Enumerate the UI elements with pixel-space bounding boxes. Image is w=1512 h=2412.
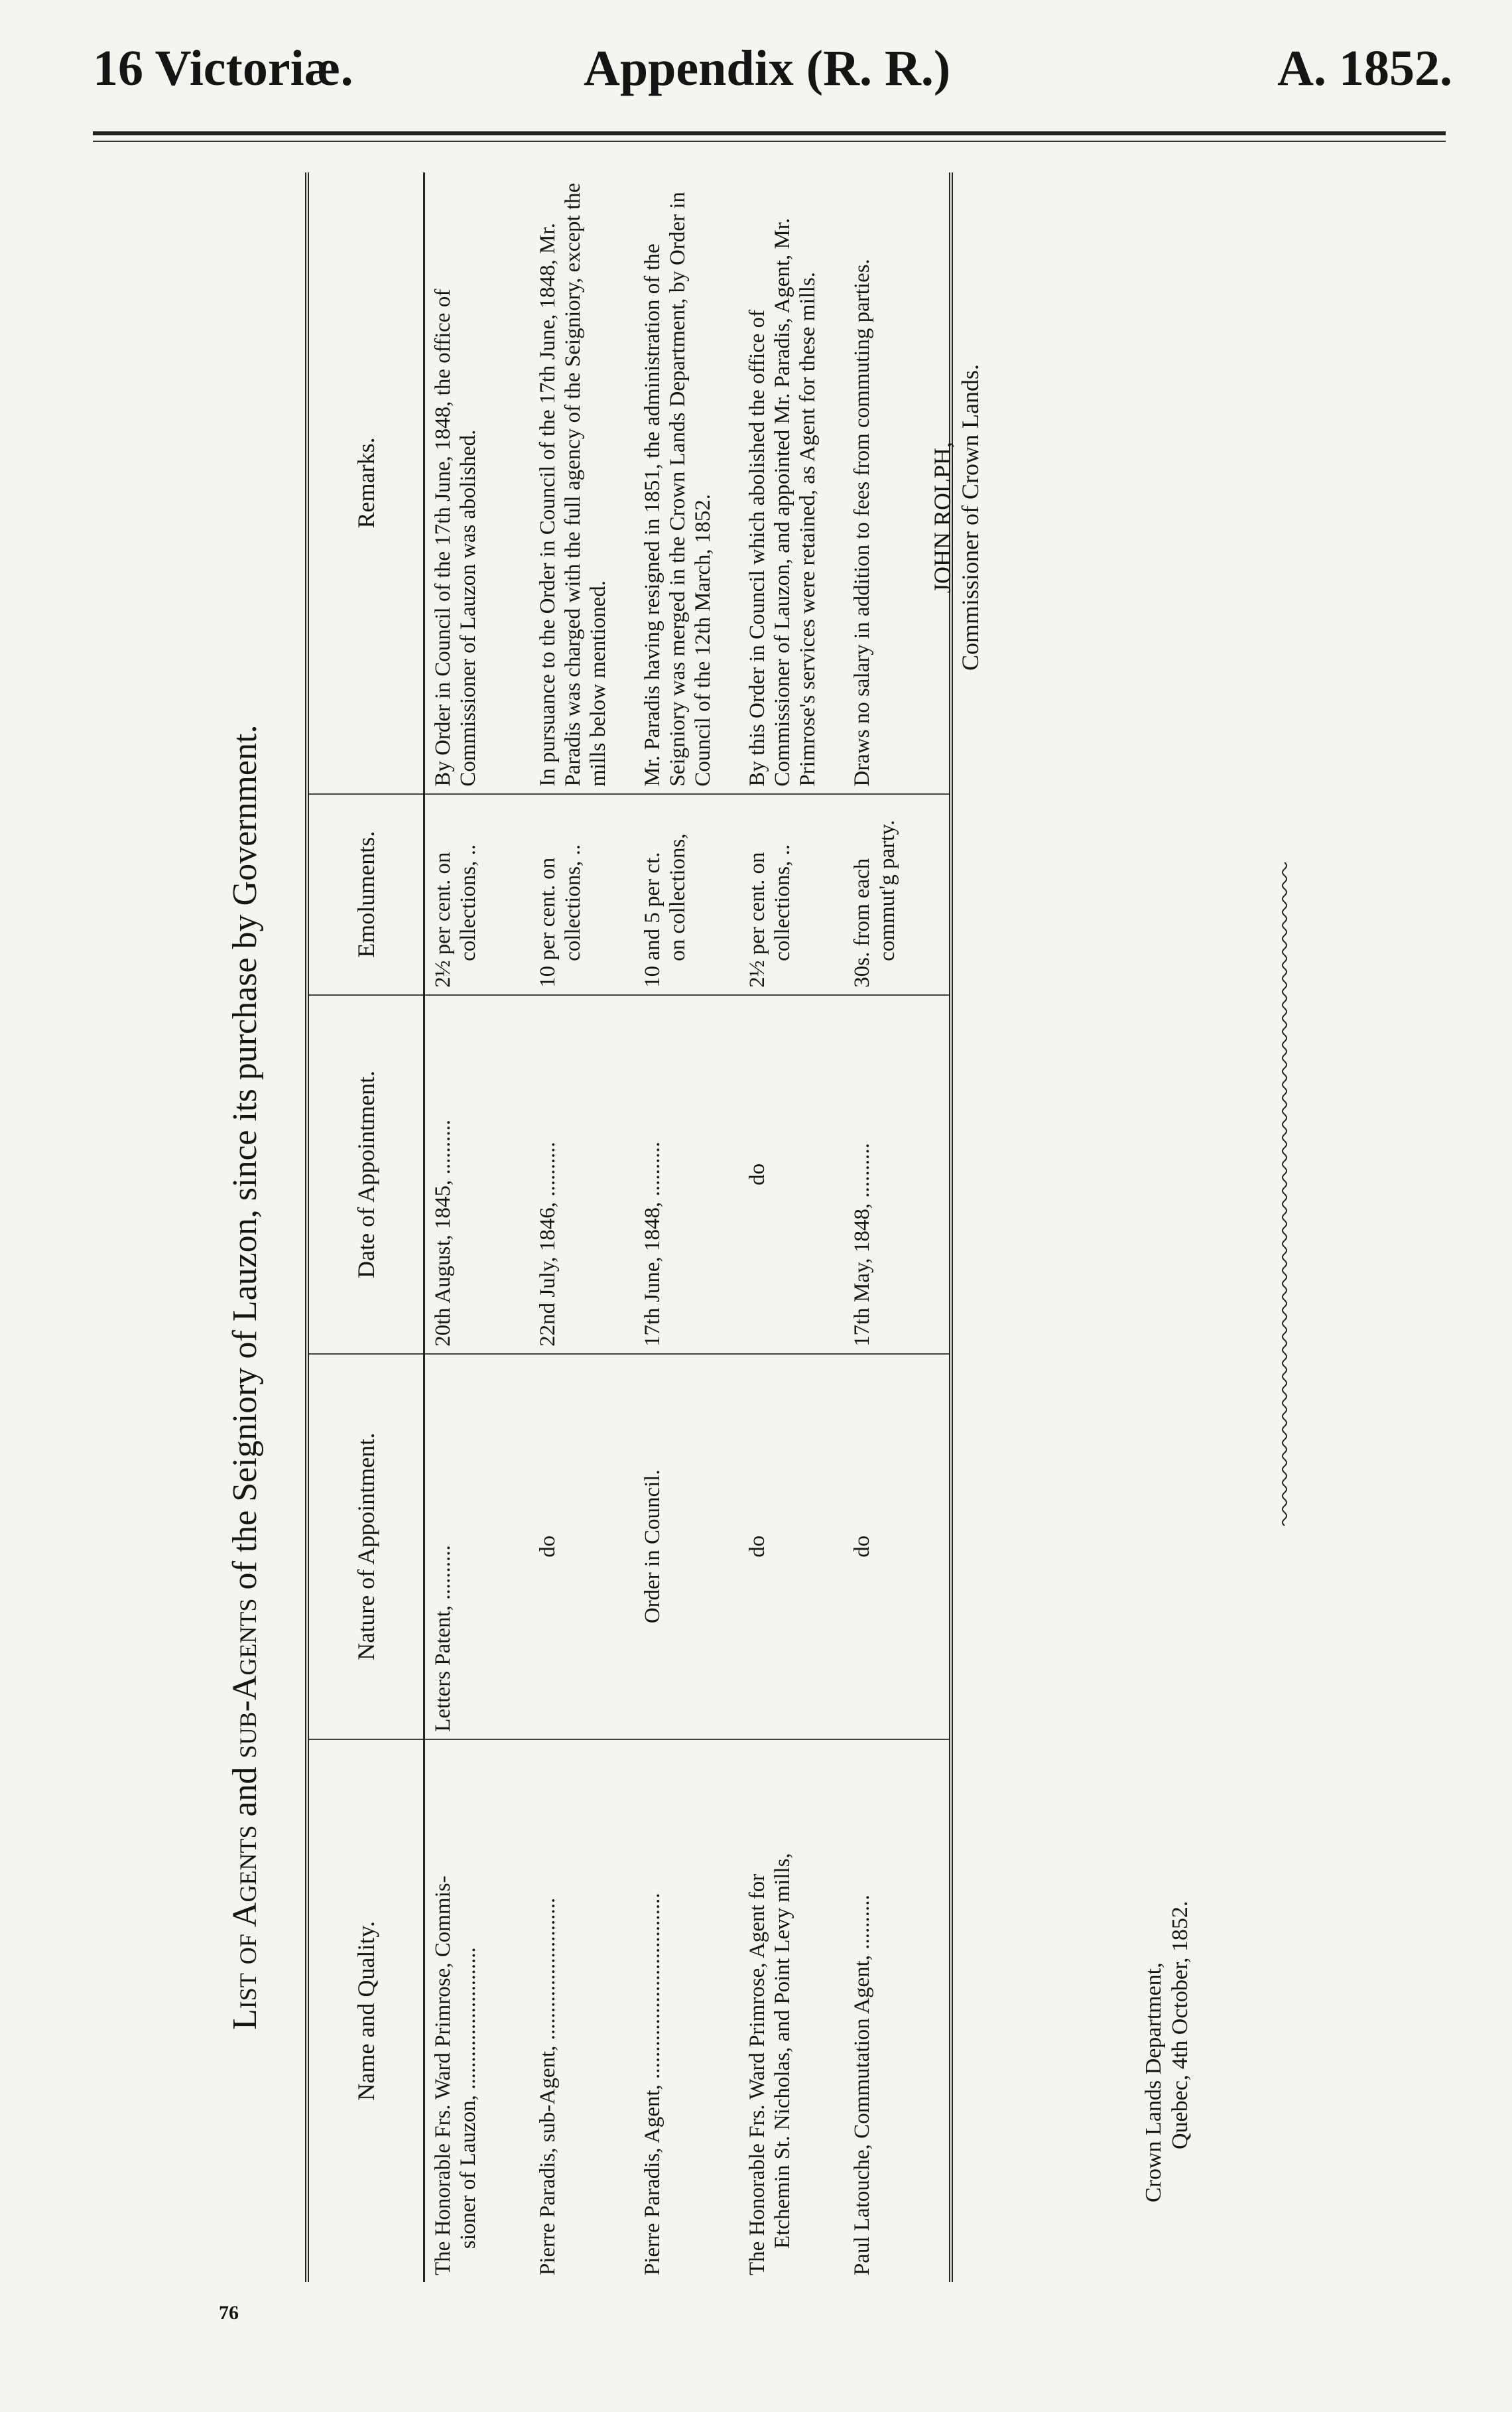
- rotated-page-body: [225, 172, 1446, 2282]
- cell-nature: do: [739, 1354, 844, 1739]
- cell-nature: do: [530, 1354, 635, 1739]
- col-header-emoluments: Emoluments.: [307, 794, 424, 995]
- cell-date: 17th June, 1848, ..........: [635, 995, 739, 1354]
- cell-remarks: Draws no salary in addition to fees from commuting parties.: [844, 172, 951, 794]
- cell-date: 22nd July, 1846, ..........: [530, 995, 635, 1354]
- cell-remarks: In pursuance to the Order in Council of the 17th June, 1848, Mr. Paradis was charged with the full agency of the Seigniory, except the mills below mentioned.: [530, 172, 635, 794]
- table-row: [739, 172, 844, 2282]
- header-right: A. 1852.: [1277, 40, 1452, 96]
- cell-nature: Letters Patent, ..........: [424, 1354, 531, 1739]
- title-part-rest: of the Seigniory of Lauzon, since its purchase by Government.: [226, 724, 264, 1599]
- emol-line-cont: collections, ..: [771, 844, 794, 961]
- col-header-nature: Nature of Appointment.: [307, 1354, 424, 1739]
- header-rule-thin: [93, 141, 1446, 142]
- col-header-date: Date of Appointment.: [307, 995, 424, 1354]
- emol-line-cont: collections, ..: [456, 844, 480, 961]
- emol-line-cont: collections, ..: [561, 844, 585, 961]
- document-title: [225, 305, 285, 2030]
- emol-line: 10 per cent. on: [536, 857, 560, 988]
- col-header-name: Name and Quality.: [307, 1739, 424, 2282]
- emol-line: 30s. from each: [850, 858, 874, 988]
- table-row: [424, 172, 531, 2282]
- col-header-remarks: Remarks.: [307, 172, 424, 794]
- emol-line: 2½ per cent. on: [745, 852, 769, 988]
- cell-nature: Order in Council.: [635, 1354, 739, 1739]
- department-block: [1141, 1605, 1194, 2202]
- cell-name: [739, 1739, 844, 2282]
- cell-date: 17th May, 1848, ..........: [844, 995, 951, 1354]
- cell-nature: do: [844, 1354, 951, 1739]
- signatory-title: Commissioner of Crown Lands.: [957, 364, 983, 671]
- cell-name: [844, 1739, 951, 2282]
- cell-date: 20th August, 1845, ..........: [424, 995, 531, 1354]
- wavy-divider: [1280, 862, 1289, 1526]
- table-row: [530, 172, 635, 2282]
- header-rule: [93, 131, 1446, 135]
- cell-emoluments: [530, 794, 635, 995]
- title-part-agents: List of Agents: [226, 1825, 264, 2030]
- cell-emoluments: [844, 794, 951, 995]
- cell-remarks: Mr. Paradis having resigned in 1851, the administration of the Seigniory was merged in the Crown Lands Department, by Order in Council of the 12th March, 1852.: [635, 172, 739, 794]
- emol-line: 2½ per cent. on: [431, 852, 455, 988]
- name-line-cont: Etchemin St. Nicholas, and Point Levy mills,: [771, 1853, 794, 2249]
- signature-block: [928, 332, 984, 703]
- name-line-cont: sioner of Lauzon, ..........................: [456, 1947, 480, 2249]
- cell-emoluments: [424, 794, 531, 995]
- name-line: Pierre Paradis, sub-Agent, ..........................: [536, 1897, 560, 2275]
- table-header-row: [307, 172, 424, 2282]
- cell-name: [635, 1739, 739, 2282]
- title-part-subagents: sub-Agents: [226, 1598, 264, 1759]
- department-line: Crown Lands Department,: [1141, 1962, 1166, 2202]
- cell-name: [530, 1739, 635, 2282]
- header-center: Appendix (R. R.): [584, 40, 951, 96]
- cell-emoluments: [739, 794, 844, 995]
- title-part-and: and: [226, 1758, 264, 1826]
- emol-line-cont: commut'g party.: [875, 820, 899, 961]
- table-row: [635, 172, 739, 2282]
- name-line: The Honorable Frs. Ward Primrose, Agent for: [745, 1873, 769, 2275]
- department-date-line: Quebec, 4th October, 1852.: [1168, 1901, 1192, 2149]
- name-line: Paul Latouche, Commutation Agent, ..........: [850, 1895, 874, 2275]
- name-line: Pierre Paradis, Agent, ..................................: [641, 1893, 664, 2275]
- page-number: 76: [219, 2302, 239, 2324]
- emol-line: 10 and 5 per ct.: [641, 852, 664, 988]
- cell-date: do: [739, 995, 844, 1354]
- cell-emoluments: [635, 794, 739, 995]
- agents-table: [305, 172, 953, 2282]
- name-line: The Honorable Frs. Ward Primrose, Commis-: [431, 1875, 455, 2275]
- cell-name: [424, 1739, 531, 2282]
- cell-remarks: By this Order in Council which abolished the office of Commissioner of Lauzon, and appointed Mr. Paradis, Agent, Mr. Primrose's services were retained, as Agent for these mills.: [739, 172, 844, 794]
- signatory-name: JOHN ROLPH,: [929, 441, 956, 594]
- emol-line-cont: on collections,: [666, 833, 690, 961]
- cell-remarks: By Order in Council of the 17th June, 1848, the office of Commissioner of Lauzon was abolished.: [424, 172, 531, 794]
- header-left: 16 Victoriæ.: [93, 40, 353, 96]
